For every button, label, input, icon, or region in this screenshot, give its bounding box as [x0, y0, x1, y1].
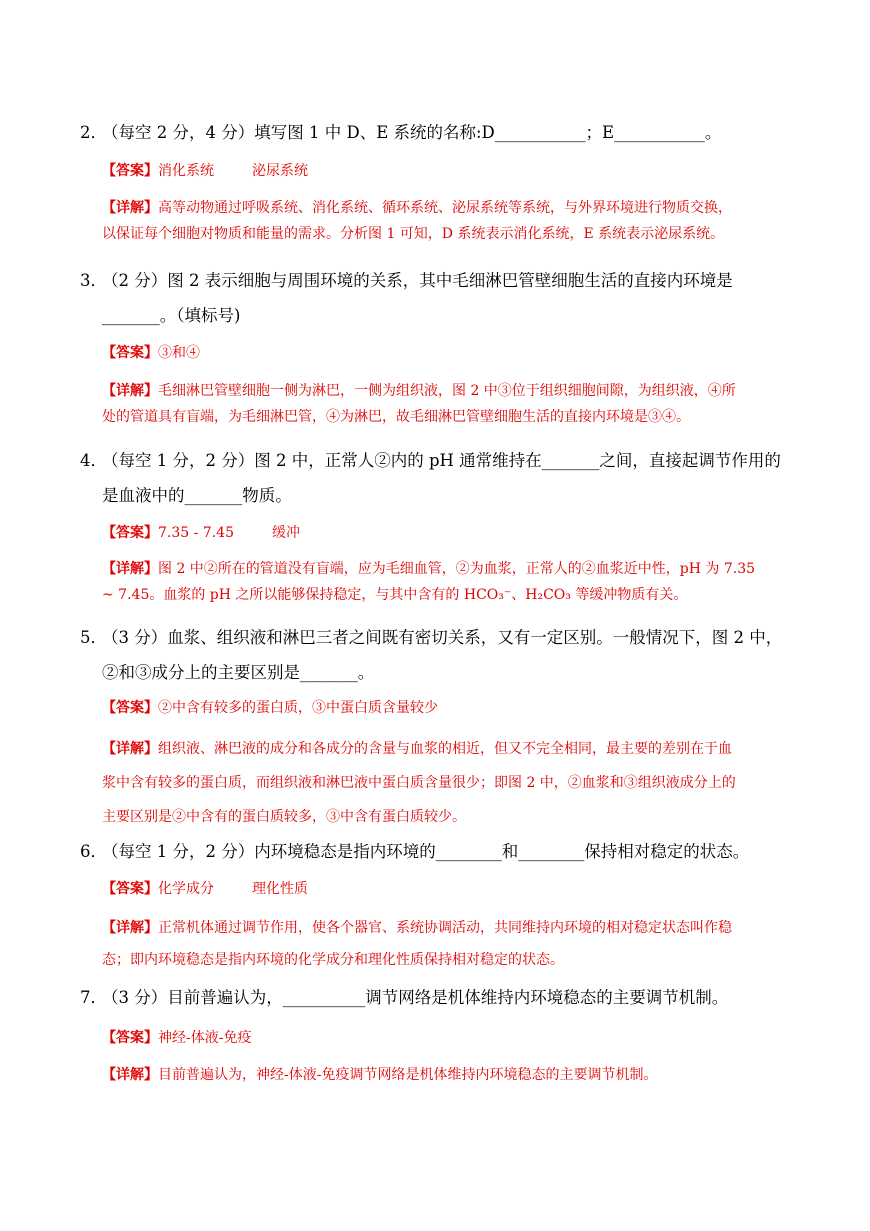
question-3	[80, 263, 800, 333]
question-text: _______。（填标号)	[102, 306, 241, 325]
answer-text: 缓冲	[271, 525, 300, 541]
detail-text: 态；即内环境稳态是指内环境的化学成分和理化性质保持相对稳定的状态。	[102, 952, 564, 968]
question-6	[80, 834, 800, 869]
answer-6	[102, 876, 802, 902]
detail-text: 高等动物通过呼吸系统、消化系统、循环系统、泌尿系统等系统，与外界环境进行物质交换，	[158, 200, 732, 216]
answer-5	[102, 695, 802, 721]
answer-text: ③和④	[158, 345, 200, 361]
answer-label: 【答案】	[102, 881, 158, 897]
question-text: （3 分）目前普遍认为，__________调节网络是机体维持内环境稳态的主要调节机制。	[102, 988, 729, 1007]
detail-text: 组织液、淋巴液的成分和各成分的含量与血浆的相近，但又不完全相同，最主要的差别在于血	[158, 741, 732, 757]
detail-text: 正常机体通过调节作用，使各个器官、系统协调活动，共同维持内环境的相对稳定状态叫作稳	[158, 920, 732, 936]
answer-7	[102, 1025, 802, 1051]
question-text: （每空 1 分，2 分）图 2 中，正常人②内的 pH 通常维持在_______之间，直接起调节作用的	[102, 451, 781, 470]
question-number: 4．	[80, 451, 107, 470]
detail-label: 【详解】	[102, 200, 158, 216]
detail-text: 毛细淋巴管壁细胞一侧为淋巴，一侧为组织液，图 2 中③位于组织细胞间隙，为组织液，④所	[158, 383, 736, 399]
detail-7	[102, 1062, 802, 1088]
answer-4	[102, 520, 802, 546]
question-2	[80, 115, 800, 150]
answer-text: 泌尿系统	[252, 163, 308, 179]
question-number: 3．	[80, 271, 107, 290]
answer-text: 消化系统	[158, 163, 214, 179]
question-text: （每空 2 分，4 分）填写图 1 中 D、E 系统的名称:D___________；E___________。	[102, 123, 722, 142]
detail-6	[102, 912, 802, 976]
detail-4	[102, 556, 802, 608]
question-number: 7．	[80, 988, 107, 1007]
question-4	[80, 443, 800, 513]
answer-3	[102, 340, 802, 366]
detail-text: ~ 7.45。血浆的 pH 之所以能够保持稳定，与其中含有的 HCO₃⁻、H₂CO₃ 等缓冲物质有关。	[102, 587, 688, 603]
detail-label: 【详解】	[102, 920, 158, 936]
answer-text: 神经-体液-免疫	[158, 1030, 252, 1046]
answer-label: 【答案】	[102, 525, 158, 541]
detail-5	[102, 732, 802, 834]
question-number: 2．	[80, 123, 107, 142]
detail-text: 浆中含有较多的蛋白质，而组织液和淋巴液中蛋白质含量很少；即图 2 中，②血浆和③组织液成分上的	[102, 775, 736, 791]
detail-3	[102, 378, 802, 430]
question-text: 是血液中的_______物质。	[102, 486, 292, 505]
question-7	[80, 980, 800, 1015]
detail-2	[102, 195, 802, 247]
question-text: （每空 1 分，2 分）内环境稳态是指内环境的________和________保持相对稳定的状态。	[102, 842, 750, 861]
answer-label: 【答案】	[102, 345, 158, 361]
question-number: 6．	[80, 842, 107, 861]
answer-2	[102, 158, 802, 184]
answer-text: ②中含有较多的蛋白质，③中蛋白质含量较少	[158, 700, 438, 716]
answer-label: 【答案】	[102, 163, 158, 179]
detail-text: 图 2 中②所在的管道没有盲端，应为毛细血管，②为血浆，正常人的②血浆近中性，pH 为 7.35	[158, 561, 756, 577]
detail-label: 【详解】	[102, 561, 158, 577]
question-text: ②和③成分上的主要区别是_______。	[102, 663, 375, 682]
question-5	[80, 620, 800, 690]
answer-text: 7.35 - 7.45	[158, 525, 234, 541]
question-number: 5．	[80, 628, 107, 647]
detail-label: 【详解】	[102, 1067, 158, 1083]
detail-text: 以保证每个细胞对物质和能量的需求。分析图 1 可知，D 系统表示消化系统，E 系统表示泌尿系统。	[102, 226, 725, 242]
answer-text: 化学成分	[158, 881, 214, 897]
detail-text: 目前普遍认为，神经-体液-免疫调节网络是机体维持内环境稳态的主要调节机制。	[158, 1067, 658, 1083]
answer-label: 【答案】	[102, 1030, 158, 1046]
answer-text: 理化性质	[252, 881, 308, 897]
answer-label: 【答案】	[102, 700, 158, 716]
detail-text: 主要区别是②中含有的蛋白质较多，③中含有蛋白质较少。	[102, 809, 466, 825]
detail-label: 【详解】	[102, 383, 158, 399]
question-text: （3 分）血浆、组织液和淋巴三者之间既有密切关系，又有一定区别。一般情况下，图 2 中，	[102, 628, 783, 647]
detail-label: 【详解】	[102, 741, 158, 757]
detail-text: 处的管道具有盲端，为毛细淋巴管，④为淋巴，故毛细淋巴管壁细胞生活的直接内环境是③④。	[102, 409, 690, 425]
question-text: （2 分）图 2 表示细胞与周围环境的关系，其中毛细淋巴管壁细胞生活的直接内环境是	[102, 271, 733, 290]
